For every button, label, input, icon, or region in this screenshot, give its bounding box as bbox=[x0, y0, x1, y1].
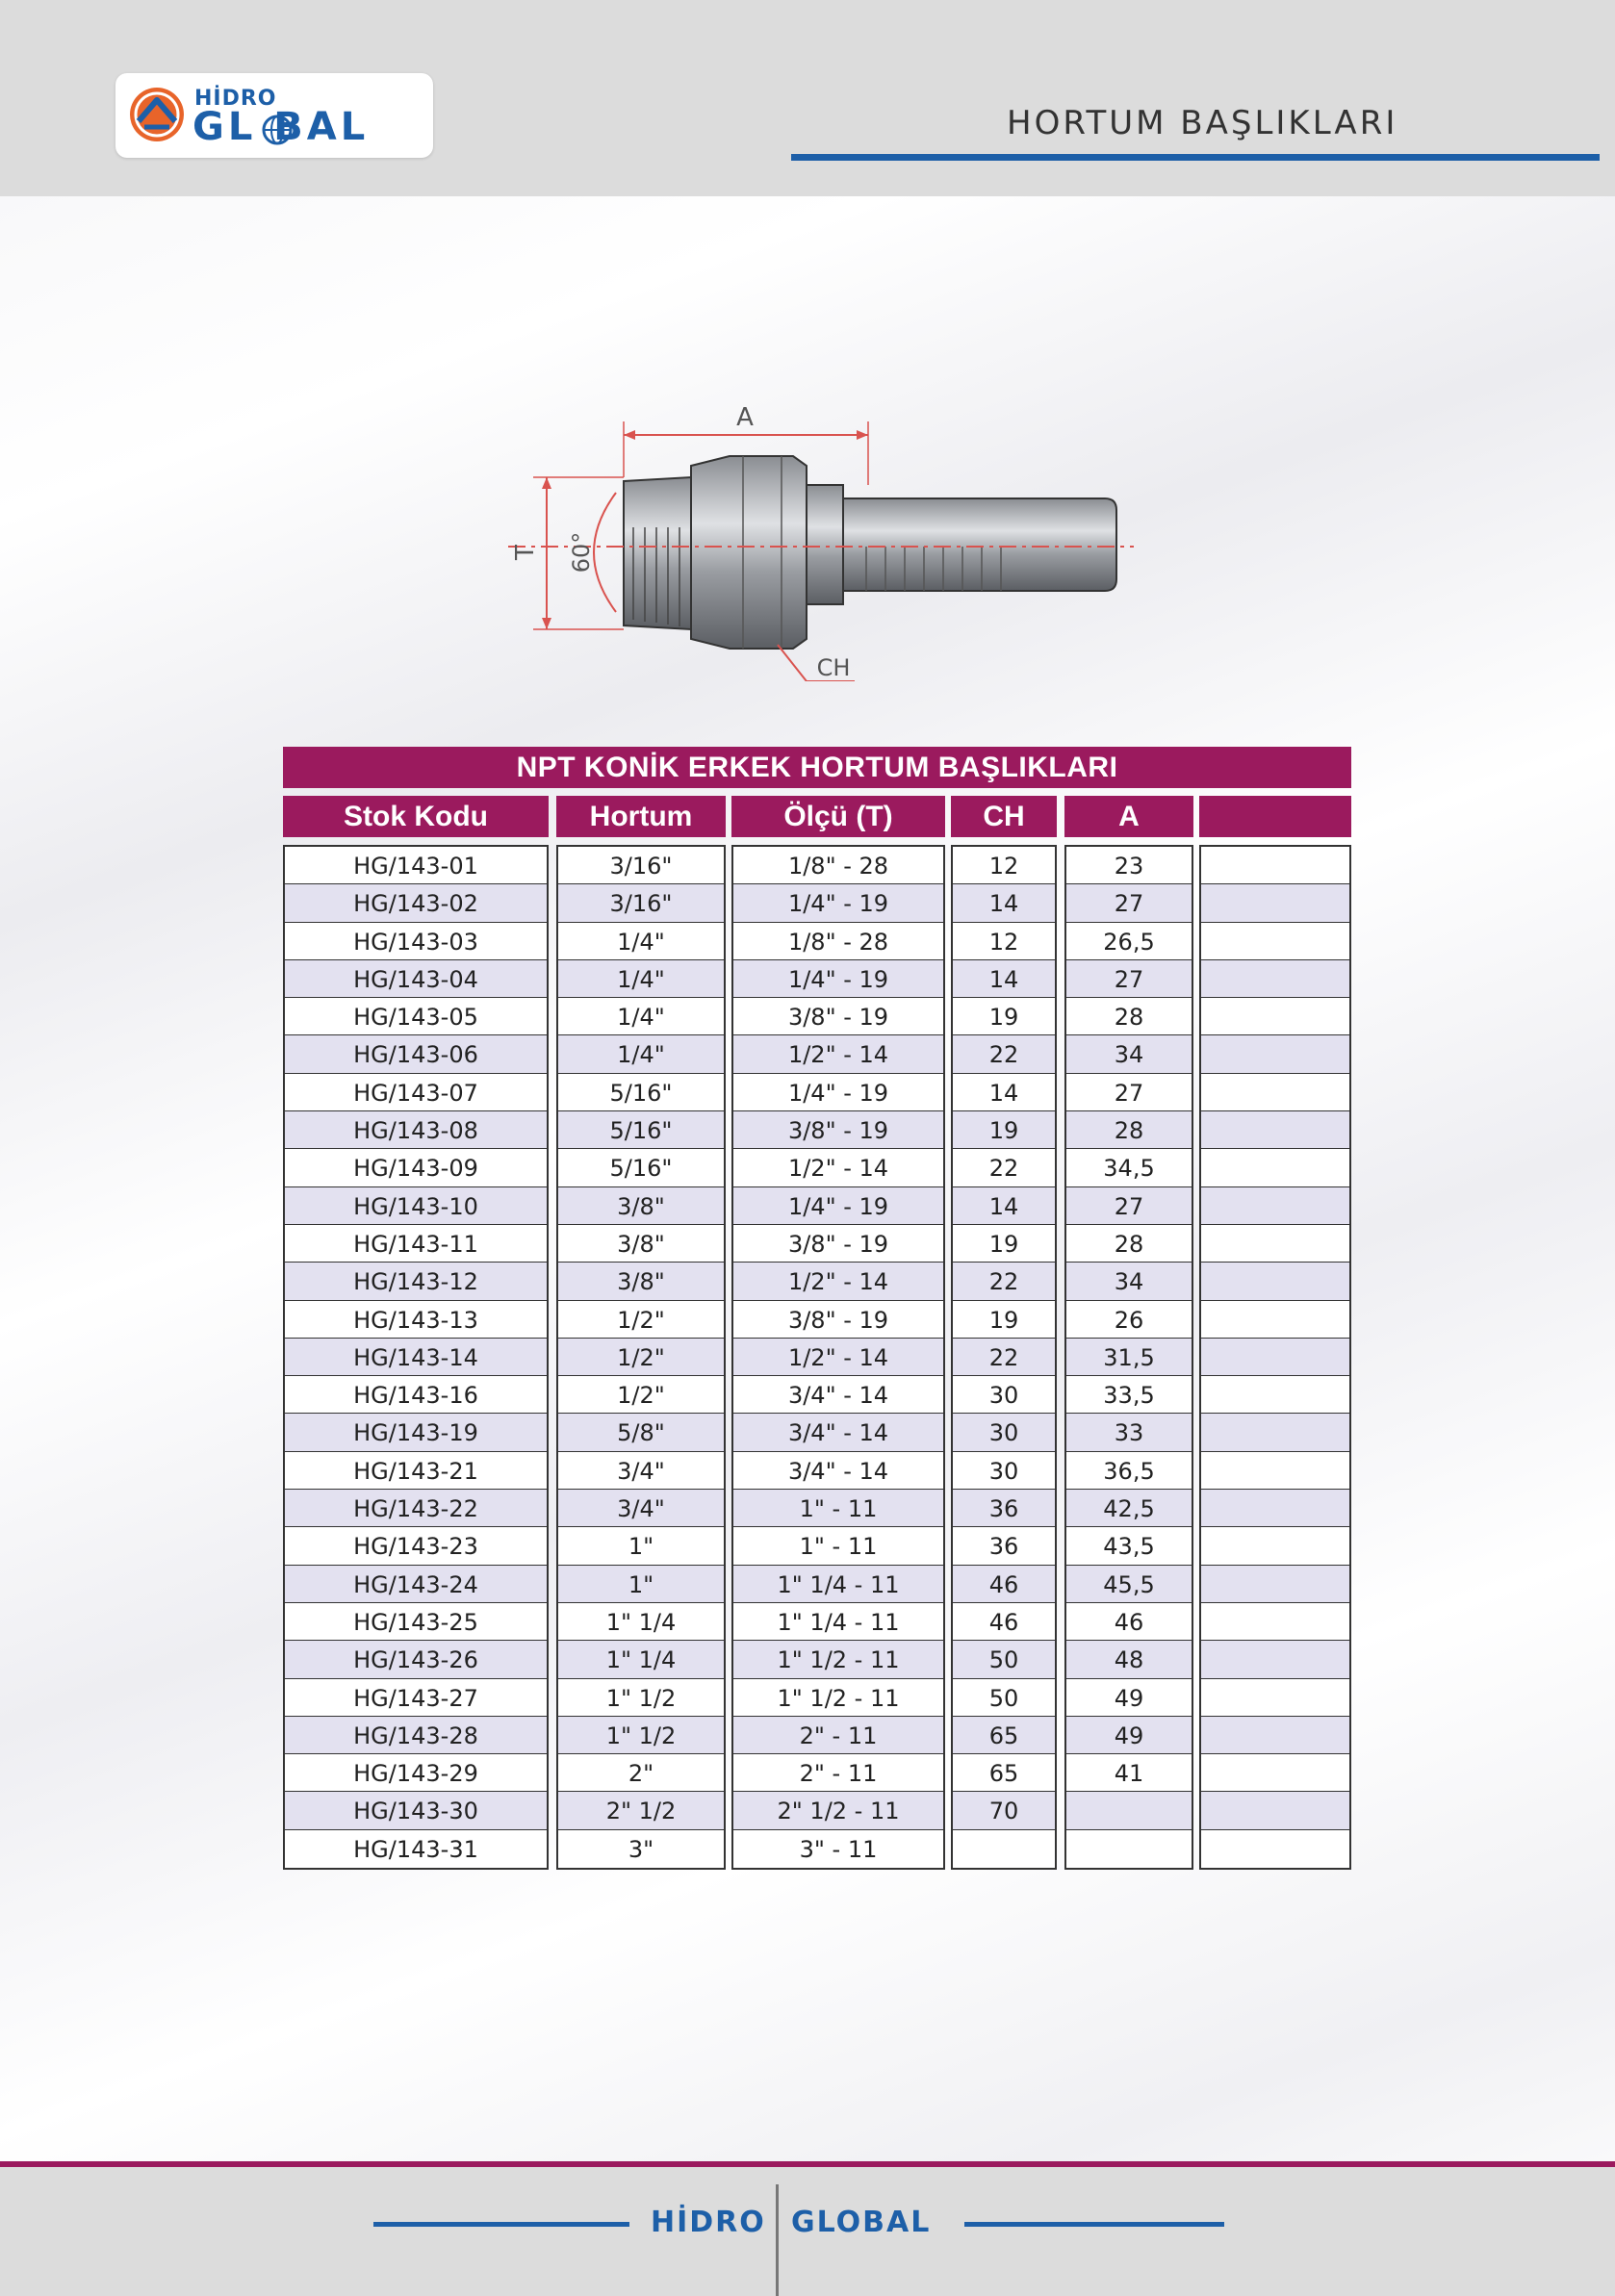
cell-extra bbox=[1201, 1527, 1349, 1565]
cell-a: 48 bbox=[1066, 1641, 1192, 1678]
cell-a: 49 bbox=[1066, 1679, 1192, 1717]
cell-olcu: 3/8" - 19 bbox=[733, 1111, 943, 1149]
cell-extra bbox=[1201, 1754, 1349, 1792]
cell-olcu: 2" 1/2 - 11 bbox=[733, 1792, 943, 1829]
dimension-ch-label: CH bbox=[816, 654, 851, 681]
cell-a: 26 bbox=[1066, 1301, 1192, 1339]
cell-hortum: 3/8" bbox=[558, 1263, 724, 1300]
cell-hortum: 1/2" bbox=[558, 1376, 724, 1414]
cell-olcu: 1/4" - 19 bbox=[733, 1074, 943, 1111]
cell-a: 27 bbox=[1066, 884, 1192, 922]
cell-stok-kodu: HG/143-03 bbox=[285, 923, 547, 960]
cell-a: 49 bbox=[1066, 1717, 1192, 1754]
cell-olcu: 1/4" - 19 bbox=[733, 1187, 943, 1225]
cell-ch: 30 bbox=[953, 1414, 1055, 1451]
cell-olcu: 1" - 11 bbox=[733, 1527, 943, 1565]
cell-ch: 36 bbox=[953, 1527, 1055, 1565]
cell-extra bbox=[1201, 1414, 1349, 1451]
header-stok-kodu: Stok Kodu bbox=[283, 796, 549, 837]
cell-extra bbox=[1201, 998, 1349, 1035]
cell-olcu: 1/8" - 28 bbox=[733, 847, 943, 884]
cell-olcu: 1/4" - 19 bbox=[733, 884, 943, 922]
column-stok-kodu bbox=[283, 845, 549, 1870]
cell-stok-kodu: HG/143-26 bbox=[285, 1641, 547, 1678]
cell-olcu: 1/2" - 14 bbox=[733, 1339, 943, 1376]
cell-hortum: 3/4" bbox=[558, 1490, 724, 1527]
cell-stok-kodu: HG/143-31 bbox=[285, 1830, 547, 1868]
cell-stok-kodu: HG/143-01 bbox=[285, 847, 547, 884]
cell-a: 46 bbox=[1066, 1603, 1192, 1641]
cell-stok-kodu: HG/143-11 bbox=[285, 1225, 547, 1263]
cell-olcu: 1" 1/4 - 11 bbox=[733, 1603, 943, 1641]
table-header-row bbox=[283, 796, 1351, 837]
cell-stok-kodu: HG/143-09 bbox=[285, 1149, 547, 1186]
cell-hortum: 1" bbox=[558, 1566, 724, 1603]
cell-extra bbox=[1201, 1225, 1349, 1263]
cell-hortum: 1/4" bbox=[558, 998, 724, 1035]
cell-a bbox=[1066, 1830, 1192, 1868]
column-olcu bbox=[731, 845, 945, 1870]
cell-extra bbox=[1201, 1452, 1349, 1490]
cell-hortum: 3/16" bbox=[558, 847, 724, 884]
cell-extra bbox=[1201, 923, 1349, 960]
cell-a: 34,5 bbox=[1066, 1149, 1192, 1186]
column-a bbox=[1064, 845, 1193, 1870]
cell-extra bbox=[1201, 1603, 1349, 1641]
cell-stok-kodu: HG/143-05 bbox=[285, 998, 547, 1035]
cell-olcu: 2" - 11 bbox=[733, 1717, 943, 1754]
cell-extra bbox=[1201, 1301, 1349, 1339]
cell-ch: 70 bbox=[953, 1792, 1055, 1829]
cell-ch: 30 bbox=[953, 1376, 1055, 1414]
header-rule bbox=[791, 154, 1600, 161]
column-hortum bbox=[556, 845, 726, 1870]
cell-hortum: 3/4" bbox=[558, 1452, 724, 1490]
cell-ch: 19 bbox=[953, 1301, 1055, 1339]
cell-stok-kodu: HG/143-10 bbox=[285, 1187, 547, 1225]
cell-ch: 14 bbox=[953, 1187, 1055, 1225]
cell-extra bbox=[1201, 884, 1349, 922]
cell-hortum: 1" 1/2 bbox=[558, 1679, 724, 1717]
cell-a: 28 bbox=[1066, 1225, 1192, 1263]
page-title: HORTUM BAŞLIKLARI bbox=[1007, 104, 1398, 142]
cell-olcu: 3" - 11 bbox=[733, 1830, 943, 1868]
globe-icon bbox=[261, 114, 294, 146]
cell-stok-kodu: HG/143-29 bbox=[285, 1754, 547, 1792]
cell-stok-kodu: HG/143-28 bbox=[285, 1717, 547, 1754]
cell-a: 31,5 bbox=[1066, 1339, 1192, 1376]
cell-a: 26,5 bbox=[1066, 923, 1192, 960]
header-olcu: Ölçü (T) bbox=[731, 796, 945, 837]
cell-olcu: 1" - 11 bbox=[733, 1490, 943, 1527]
cell-a: 42,5 bbox=[1066, 1490, 1192, 1527]
footer-divider bbox=[776, 2184, 779, 2296]
cell-olcu: 3/8" - 19 bbox=[733, 998, 943, 1035]
cell-stok-kodu: HG/143-14 bbox=[285, 1339, 547, 1376]
cell-a: 34 bbox=[1066, 1035, 1192, 1073]
cell-ch: 46 bbox=[953, 1603, 1055, 1641]
header-hortum: Hortum bbox=[556, 796, 726, 837]
cell-extra bbox=[1201, 1566, 1349, 1603]
cell-olcu: 1/4" - 19 bbox=[733, 960, 943, 998]
cell-stok-kodu: HG/143-22 bbox=[285, 1490, 547, 1527]
cell-ch: 22 bbox=[953, 1339, 1055, 1376]
cell-a: 34 bbox=[1066, 1263, 1192, 1300]
cell-ch: 12 bbox=[953, 847, 1055, 884]
cell-ch: 50 bbox=[953, 1641, 1055, 1678]
cell-stok-kodu: HG/143-12 bbox=[285, 1263, 547, 1300]
cell-a: 45,5 bbox=[1066, 1566, 1192, 1603]
cell-ch bbox=[953, 1830, 1055, 1868]
cell-stok-kodu: HG/143-13 bbox=[285, 1301, 547, 1339]
cell-ch: 30 bbox=[953, 1452, 1055, 1490]
brand-logo bbox=[115, 73, 433, 158]
logo-emblem-icon bbox=[125, 83, 189, 146]
footer-brand-left: HİDRO bbox=[651, 2206, 766, 2239]
fitting-drawing bbox=[489, 393, 1143, 681]
cell-ch: 19 bbox=[953, 1111, 1055, 1149]
cell-ch: 19 bbox=[953, 1225, 1055, 1263]
cell-ch: 12 bbox=[953, 923, 1055, 960]
cell-extra bbox=[1201, 1679, 1349, 1717]
cell-a: 28 bbox=[1066, 1111, 1192, 1149]
cell-hortum: 1/2" bbox=[558, 1301, 724, 1339]
cell-a: 23 bbox=[1066, 847, 1192, 884]
cell-extra bbox=[1201, 1339, 1349, 1376]
cell-a: 27 bbox=[1066, 960, 1192, 998]
header-extra bbox=[1199, 796, 1351, 837]
cell-a: 36,5 bbox=[1066, 1452, 1192, 1490]
cell-ch: 65 bbox=[953, 1754, 1055, 1792]
logo-word-bottom-text: GL BAL bbox=[192, 105, 370, 149]
cell-stok-kodu: HG/143-06 bbox=[285, 1035, 547, 1073]
cell-stok-kodu: HG/143-27 bbox=[285, 1679, 547, 1717]
cell-ch: 22 bbox=[953, 1149, 1055, 1186]
cell-stok-kodu: HG/143-04 bbox=[285, 960, 547, 998]
cell-olcu: 3/4" - 14 bbox=[733, 1452, 943, 1490]
cell-stok-kodu: HG/143-08 bbox=[285, 1111, 547, 1149]
cell-ch: 50 bbox=[953, 1679, 1055, 1717]
cell-extra bbox=[1201, 1074, 1349, 1111]
cell-ch: 14 bbox=[953, 960, 1055, 998]
cell-hortum: 5/16" bbox=[558, 1149, 724, 1186]
cell-extra bbox=[1201, 1376, 1349, 1414]
cell-a: 27 bbox=[1066, 1187, 1192, 1225]
cell-extra bbox=[1201, 1830, 1349, 1868]
angle-label: 60° bbox=[568, 531, 595, 574]
column-ch bbox=[951, 845, 1057, 1870]
cell-ch: 14 bbox=[953, 1074, 1055, 1111]
cell-ch: 22 bbox=[953, 1263, 1055, 1300]
footer-rule-right bbox=[964, 2222, 1224, 2227]
cell-hortum: 1/4" bbox=[558, 1035, 724, 1073]
cell-ch: 46 bbox=[953, 1566, 1055, 1603]
cell-hortum: 1" 1/2 bbox=[558, 1717, 724, 1754]
cell-stok-kodu: HG/143-30 bbox=[285, 1792, 547, 1829]
logo-word-top: HİDRO bbox=[194, 87, 277, 111]
cell-olcu: 1/2" - 14 bbox=[733, 1035, 943, 1073]
cell-hortum: 3/8" bbox=[558, 1225, 724, 1263]
cell-olcu: 1/2" - 14 bbox=[733, 1149, 943, 1186]
cell-stok-kodu: HG/143-19 bbox=[285, 1414, 547, 1451]
cell-a bbox=[1066, 1792, 1192, 1829]
cell-stok-kodu: HG/143-24 bbox=[285, 1566, 547, 1603]
cell-ch: 36 bbox=[953, 1490, 1055, 1527]
column-extra bbox=[1199, 845, 1351, 1870]
cell-hortum: 3/16" bbox=[558, 884, 724, 922]
cell-hortum: 3" bbox=[558, 1830, 724, 1868]
cell-hortum: 3/8" bbox=[558, 1187, 724, 1225]
cell-stok-kodu: HG/143-23 bbox=[285, 1527, 547, 1565]
cell-a: 27 bbox=[1066, 1074, 1192, 1111]
cell-hortum: 1/2" bbox=[558, 1339, 724, 1376]
cell-extra bbox=[1201, 1111, 1349, 1149]
table-title: NPT KONİK ERKEK HORTUM BAŞLIKLARI bbox=[283, 747, 1351, 788]
cell-extra bbox=[1201, 847, 1349, 884]
cell-hortum: 1/4" bbox=[558, 960, 724, 998]
cell-hortum: 2" 1/2 bbox=[558, 1792, 724, 1829]
cell-olcu: 3/4" - 14 bbox=[733, 1376, 943, 1414]
cell-hortum: 5/16" bbox=[558, 1074, 724, 1111]
footer-rule-left bbox=[373, 2222, 629, 2227]
cell-a: 33,5 bbox=[1066, 1376, 1192, 1414]
cell-olcu: 3/8" - 19 bbox=[733, 1225, 943, 1263]
cell-a: 28 bbox=[1066, 998, 1192, 1035]
cell-ch: 14 bbox=[953, 884, 1055, 922]
dimension-a-label: A bbox=[736, 403, 754, 432]
cell-olcu: 3/4" - 14 bbox=[733, 1414, 943, 1451]
cell-a: 41 bbox=[1066, 1754, 1192, 1792]
cell-olcu: 2" - 11 bbox=[733, 1754, 943, 1792]
cell-hortum: 1/4" bbox=[558, 923, 724, 960]
cell-stok-kodu: HG/143-07 bbox=[285, 1074, 547, 1111]
cell-ch: 22 bbox=[953, 1035, 1055, 1073]
cell-extra bbox=[1201, 1263, 1349, 1300]
cell-stok-kodu: HG/143-25 bbox=[285, 1603, 547, 1641]
cell-extra bbox=[1201, 1490, 1349, 1527]
header-ch: CH bbox=[951, 796, 1057, 837]
cell-olcu: 1" 1/4 - 11 bbox=[733, 1566, 943, 1603]
cell-stok-kodu: HG/143-02 bbox=[285, 884, 547, 922]
header-a: A bbox=[1064, 796, 1193, 837]
cell-extra bbox=[1201, 1149, 1349, 1186]
cell-olcu: 3/8" - 19 bbox=[733, 1301, 943, 1339]
cell-olcu: 1/2" - 14 bbox=[733, 1263, 943, 1300]
cell-extra bbox=[1201, 1035, 1349, 1073]
cell-olcu: 1" 1/2 - 11 bbox=[733, 1679, 943, 1717]
cell-extra bbox=[1201, 1792, 1349, 1829]
cell-hortum: 1" 1/4 bbox=[558, 1603, 724, 1641]
cell-olcu: 1/8" - 28 bbox=[733, 923, 943, 960]
cell-hortum: 5/8" bbox=[558, 1414, 724, 1451]
cell-extra bbox=[1201, 1641, 1349, 1678]
cell-hortum: 5/16" bbox=[558, 1111, 724, 1149]
cell-a: 43,5 bbox=[1066, 1527, 1192, 1565]
cell-hortum: 2" bbox=[558, 1754, 724, 1792]
dimension-t-label: T bbox=[511, 545, 540, 560]
cell-a: 33 bbox=[1066, 1414, 1192, 1451]
cell-extra bbox=[1201, 1717, 1349, 1754]
cell-hortum: 1" 1/4 bbox=[558, 1641, 724, 1678]
cell-stok-kodu: HG/143-16 bbox=[285, 1376, 547, 1414]
cell-ch: 65 bbox=[953, 1717, 1055, 1754]
cell-extra bbox=[1201, 1187, 1349, 1225]
footer-brand-right: GLOBAL bbox=[791, 2206, 932, 2239]
cell-olcu: 1" 1/2 - 11 bbox=[733, 1641, 943, 1678]
cell-stok-kodu: HG/143-21 bbox=[285, 1452, 547, 1490]
cell-ch: 19 bbox=[953, 998, 1055, 1035]
cell-hortum: 1" bbox=[558, 1527, 724, 1565]
cell-extra bbox=[1201, 960, 1349, 998]
